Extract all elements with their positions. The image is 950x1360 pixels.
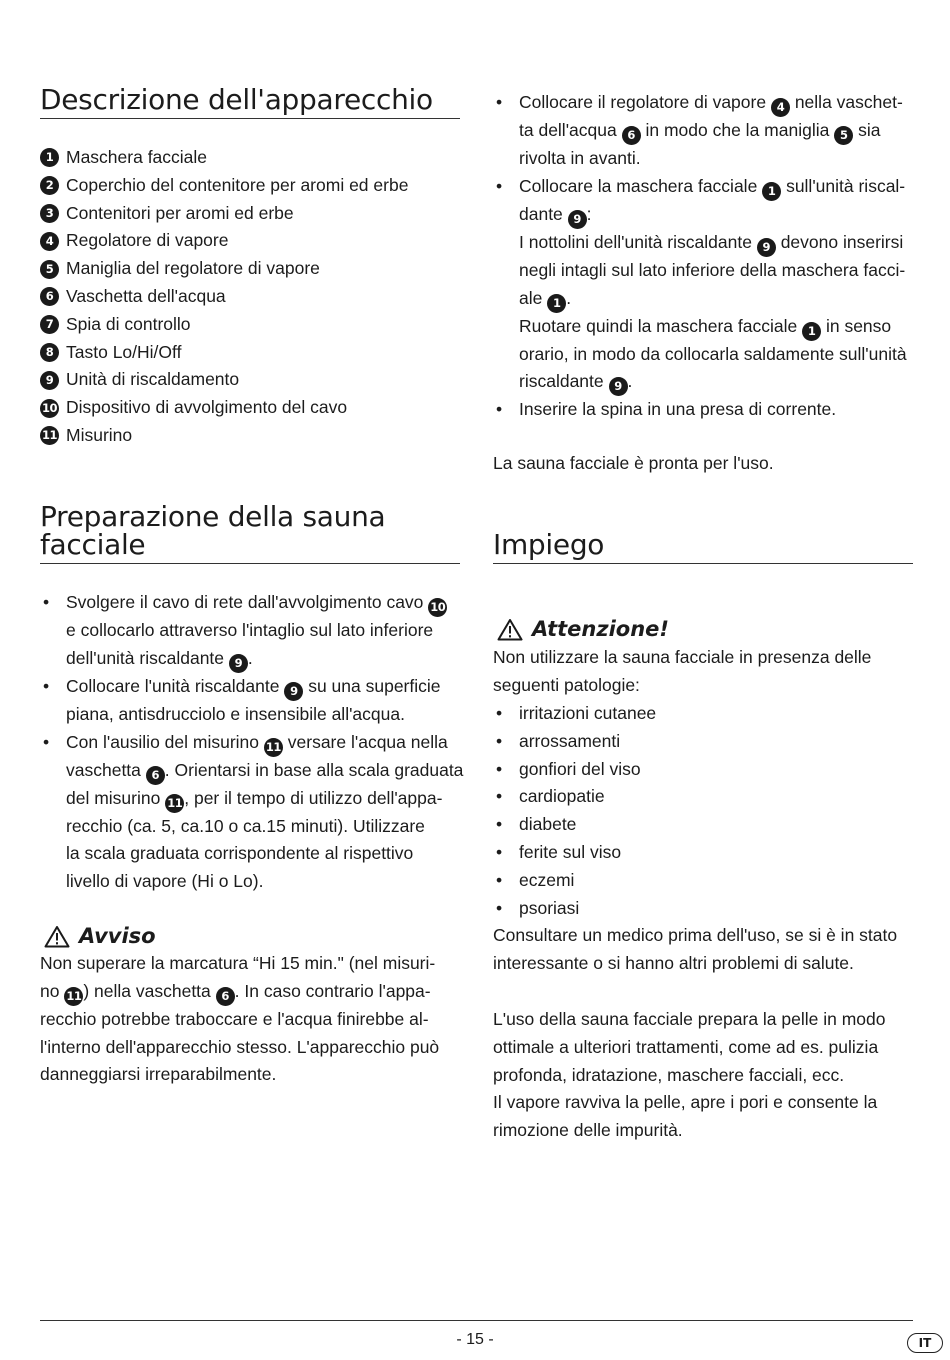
assembly-steps [493,89,923,424]
part-item [40,283,460,311]
part-number-badge: 10 [40,399,59,418]
condition-item: • gonfiori del viso [493,756,923,784]
part-item [40,200,460,228]
description-heading: Descrizione dell'apparecchio [40,86,460,119]
ref-badge: 9 [757,238,776,257]
part-number-badge: 5 [40,260,59,279]
preparation-heading-line2: facciale [40,528,146,561]
part-label: Coperchio del contenitore per aromi ed erbe [66,174,409,195]
part-label: Dispositivo di avvolgimento del cavo [66,397,348,418]
usage-text: L'uso della sauna facciale prepara la pelle in modo ottimale a ulteriori trattamenti, come ad es. pulizia profonda, idratazione, maschere facciali, ecc. Il vapore ravviva la pelle, apre i pori e consente la rimozione delle impurità. [493,1009,886,1141]
ref-badge: 1 [762,182,781,201]
preparation-step: • Svolgere il cavo di rete dall'avvolgimento cavo 10 e collocarlo attraverso l'intaglio sul lato inferiore dell'unità riscaldante 9 . [40,589,470,673]
ref-badge: 11 [165,794,184,813]
parts-list [40,144,460,450]
assembly-step: • Collocare la maschera facciale 1 sull'unità riscal- dante 9 : I nottolini dell'unità riscaldante 9 devono inserirsi negli intagli sul lato inferiore della maschera facci- ale 1 . Ruotare quindi la maschera facciale 1 in senso orario, in modo da collocarla saldamente sull'unità riscaldante 9 . [493,173,923,397]
condition-item: • diabete [493,811,923,839]
part-label: Spia di controllo [66,313,191,334]
part-item [40,227,460,255]
attention-intro: Non utilizzare la sauna facciale in presenza delle seguenti patologie: [493,647,872,695]
attention-title: Attenzione! [532,617,669,641]
condition-item: • ferite sul viso [493,839,923,867]
part-label: Vaschetta dell'acqua [66,285,226,306]
avviso-heading [44,922,156,950]
part-number-badge: 3 [40,204,59,223]
ref-badge: 6 [622,126,641,145]
part-label: Maniglia del regolatore di vapore [66,258,320,279]
ref-badge: 6 [146,766,165,785]
part-label: Misurino [66,424,133,445]
part-number-badge: 7 [40,315,59,334]
preparation-heading-line1: Preparazione della sauna [40,500,386,533]
footer-divider [40,1320,913,1321]
condition-item: • cardiopatie [493,783,923,811]
part-item [40,172,460,200]
part-item [40,366,460,394]
ref-badge: 11 [264,738,283,757]
conditions-list [493,700,923,922]
language-badge: IT [907,1333,943,1353]
ref-badge: 1 [547,294,566,313]
part-item [40,255,460,283]
condition-item: • irritazioni cutanee [493,700,923,728]
consult-text: Consultare un medico prima dell'uso, se si è in stato interessante o si hanno altri problemi di salute. [493,925,898,973]
preparation-heading [40,500,460,564]
page-number: - 15 - [456,1331,494,1348]
ref-badge: 5 [834,126,853,145]
avviso-title: Avviso [79,924,156,948]
ready-text: La sauna facciale è pronta per l'uso. [493,453,774,473]
ref-badge: 9 [568,210,587,229]
condition-item: • psoriasi [493,895,923,923]
condition-item: • eczemi [493,867,923,895]
ref-badge: 11 [64,987,83,1006]
part-number-badge: 8 [40,343,59,362]
preparation-step: • Con l'ausilio del misurino 11 versare l'acqua nella vaschetta 6 . Orientarsi in base alla scala graduata del misurino 11 , per il tempo di utilizzo dell'appa- recchio (ca. 5, ca.10 o ca.15 minuti). Utilizzare la scala graduata corrispondente al rispettivo livello di vapore (Hi o Lo). [40,729,470,896]
part-label: Maschera facciale [66,147,208,167]
preparation-step: • Collocare l'unità riscaldante 9 su una superficie piana, antisdrucciolo e insensibile all'acqua. [40,673,470,729]
part-label: Tasto Lo/Hi/Off [66,341,182,362]
part-number-badge: 11 [40,426,59,445]
part-number-badge: 6 [40,287,59,306]
assembly-step: • Inserire la spina in una presa di corrente. [493,396,923,424]
part-label: Unità di riscaldamento [66,369,240,390]
ref-badge: 9 [609,377,628,396]
part-item [40,422,460,450]
part-item [40,311,460,339]
part-number-badge: 1 [40,148,59,167]
part-item [40,144,460,172]
condition-item: • arrossamenti [493,728,923,756]
preparation-steps [40,589,470,896]
ref-badge: 9 [229,654,248,673]
ref-badge: 1 [802,322,821,341]
part-label: Regolatore di vapore [66,230,229,251]
part-number-badge: 9 [40,371,59,390]
warning-triangle-icon [497,618,523,641]
part-item [40,394,460,422]
avviso-text: Non superare la marcatura “Hi 15 min." (nel misuri- no 11 ) nella vaschetta 6 . In caso contrario l'appa- recchio potrebbe traboccare e l'acqua finirebbe al- l'interno dell'apparecchio stesso. L'apparecchio può danneggiarsi irreparabilmente. [40,953,440,1085]
attention-heading [497,615,669,643]
assembly-step: • Collocare il regolatore di vapore 4 nella vaschet- ta dell'acqua 6 in modo che la maniglia 5 sia rivolta in avanti. [493,89,923,173]
ref-badge: 6 [216,987,235,1006]
impiego-heading: Impiego [493,531,913,564]
part-number-badge: 4 [40,232,59,251]
part-item [40,339,460,367]
ref-badge: 10 [428,598,447,617]
ref-badge: 9 [284,682,303,701]
part-number-badge: 2 [40,176,59,195]
ref-badge: 4 [771,98,790,117]
warning-triangle-icon [44,925,70,948]
part-label: Contenitori per aromi ed erbe [66,202,294,223]
